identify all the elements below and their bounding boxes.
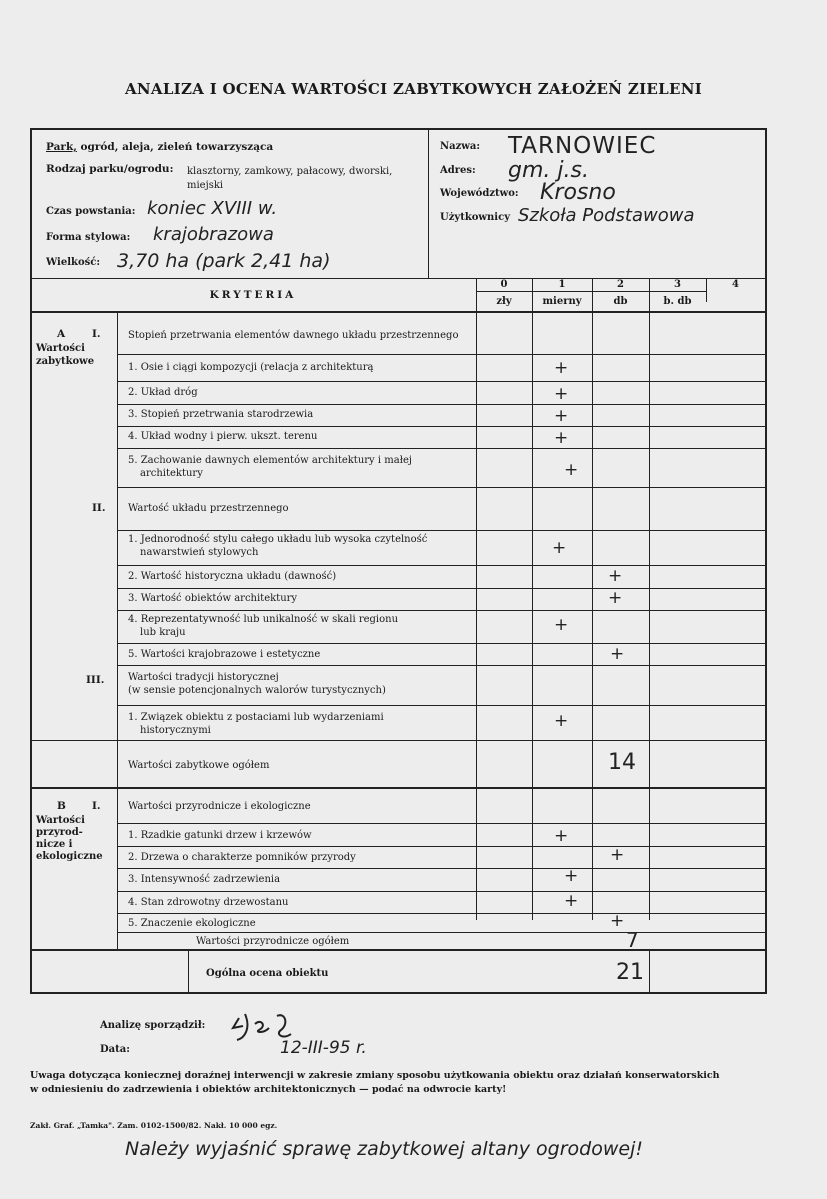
- section-a-letter: A: [57, 328, 66, 340]
- assessment-form: [30, 128, 767, 994]
- mark-b-3: +: [564, 866, 579, 886]
- printer-info: Zakł. Graf. „Tamka". Zam. 0102-1500/82. Nakł. 10 000 egz.: [30, 1121, 278, 1130]
- a2-item-1-cont: nawarstwień stylowych: [140, 547, 259, 558]
- a1-item-4: 4. Układ wodny i pierw. ukszt. terenu: [128, 431, 318, 442]
- a2-item-1: 1. Jednorodność stylu całego układu lub wysoka czytelność: [128, 534, 428, 545]
- b-total-label: Wartości przyrodnicze ogółem: [196, 936, 350, 947]
- mark-a2-4: +: [554, 615, 569, 635]
- a1-item-3: 3. Stopień przetrwania starodrzewia: [128, 409, 314, 420]
- score-4-header: 4: [732, 279, 739, 290]
- mark-a2-3: +: [608, 588, 623, 608]
- section-b-name-4: ekologiczne: [36, 851, 103, 862]
- a-group3-title-1: Wartości tradycji historycznej: [128, 672, 279, 683]
- a-group3-roman: III.: [86, 674, 105, 686]
- rodzaj-options: klasztorny, zamkowy, pałacowy, dworski,: [187, 166, 393, 177]
- score-2-name: db: [613, 296, 628, 307]
- b-item-1: 1. Rzadkie gatunki drzew i krzewów: [128, 830, 312, 841]
- a2-item-3: 3. Wartość obiektów architektury: [128, 593, 298, 604]
- adres-value: gm. j.s.: [508, 158, 589, 183]
- section-b-name-1: Wartości: [36, 815, 85, 826]
- mark-a1-4: +: [554, 428, 569, 448]
- a1-item-5: 5. Zachowanie dawnych elementów architektury i małej: [128, 455, 412, 466]
- section-b-name-2: przyrod-: [36, 827, 83, 838]
- analiza-label: Analizę sporządził:: [100, 1020, 206, 1031]
- uwaga-line-1: Uwaga dotycząca koniecznej doraźnej interwencji w zakresie zmiany sposobu użytkowania obiektu oraz działań konserwatorskich: [30, 1070, 720, 1081]
- rodzaj-options-2: miejski: [187, 180, 224, 191]
- score-3-name: b. db: [663, 296, 692, 307]
- document-title: ANALIZA I OCENA WARTOŚCI ZABYTKOWYCH ZAŁOŻEŃ ZIELENI: [124, 80, 703, 98]
- mark-b-1: +: [554, 826, 569, 846]
- a2-item-5: 5. Wartości krajobrazowe i estetyczne: [128, 649, 321, 660]
- section-a-name-1: Wartości: [36, 343, 85, 354]
- b-item-4: 4. Stan zdrowotny drzewostanu: [128, 897, 289, 908]
- wojewodztwo-label: Województwo:: [440, 188, 519, 199]
- mark-a3-1: +: [554, 711, 569, 731]
- wielkosc-label: Wielkość:: [46, 257, 101, 268]
- czas-label: Czas powstania:: [46, 206, 136, 217]
- score-0-name: zły: [496, 296, 512, 307]
- score-2-header: 2: [617, 279, 624, 290]
- adres-label: Adres:: [440, 165, 476, 176]
- overall-label: Ogólna ocena obiektu: [206, 968, 329, 979]
- section-b-letter: B: [57, 800, 66, 812]
- a-total-value: 14: [608, 750, 636, 775]
- mark-a1-5: +: [564, 460, 579, 480]
- a1-item-1: 1. Osie i ciągi kompozycji (relacja z architekturą: [128, 362, 374, 373]
- a-group2-title: Wartość układu przestrzennego: [128, 503, 289, 514]
- a1-item-2: 2. Układ dróg: [128, 387, 198, 398]
- mark-a2-1: +: [552, 538, 567, 558]
- wielkosc-value: 3,70 ha (park 2,41 ha): [117, 250, 331, 272]
- nazwa-label: Nazwa:: [440, 141, 481, 152]
- score-3-header: 3: [674, 279, 681, 290]
- b-total-value: 7: [626, 928, 639, 952]
- handwritten-note: Należy wyjaśnić sprawę zabytkowej altany ogrodowej!: [125, 1138, 643, 1160]
- a2-item-4: 4. Reprezentatywność lub unikalność w skali regionu: [128, 614, 399, 625]
- czas-value: koniec XVIII w.: [147, 198, 278, 219]
- section-b-name-3: nicze i: [36, 839, 73, 850]
- mark-a1-2: +: [554, 384, 569, 404]
- a2-item-2: 2. Wartość historyczna układu (dawność): [128, 571, 337, 582]
- a3-item-1: 1. Związek obiektu z postaciami lub wydarzeniami: [128, 712, 384, 723]
- data-value: 12-III-95 r.: [280, 1038, 367, 1058]
- nazwa-value: TARNOWIEC: [508, 133, 657, 159]
- a-group1-title: Stopień przetrwania elementów dawnego układu przestrzennego: [128, 330, 459, 341]
- uzytkownicy-value: Szkoła Podstawowa: [518, 205, 695, 226]
- score-1-name: mierny: [542, 296, 582, 307]
- uzytkownicy-label: Użytkownicy: [440, 212, 511, 223]
- wojewodztwo-value: Krosno: [540, 180, 616, 205]
- uwaga-line-2: w odniesieniu do zadrzewienia i obiektów architektonicznych — podać na odwrocie karty!: [30, 1084, 507, 1095]
- mark-b-4: +: [564, 891, 579, 911]
- a1-item-5-cont: architektury: [140, 468, 203, 479]
- mark-b-5: +: [610, 911, 625, 931]
- a-total-label: Wartości zabytkowe ogółem: [128, 760, 270, 771]
- section-a-roman: I.: [92, 328, 101, 340]
- forma-label: Forma stylowa:: [46, 232, 131, 243]
- park-type-line: Park, ogród, aleja, zieleń towarzysząca: [46, 141, 274, 153]
- section-b-roman: I.: [92, 800, 101, 812]
- data-label: Data:: [100, 1044, 130, 1055]
- mark-a2-5: +: [610, 644, 625, 664]
- mark-a1-1: +: [554, 358, 569, 378]
- score-1-header: 1: [558, 279, 566, 290]
- score-0-header: 0: [500, 279, 508, 290]
- a-group2-roman: II.: [92, 502, 106, 514]
- a3-item-1-cont: historycznymi: [140, 725, 211, 736]
- b-group-title: Wartości przyrodnicze i ekologiczne: [128, 801, 311, 812]
- a-group3-title-2: (w sensie potencjonalnych walorów turystycznych): [128, 685, 386, 696]
- overall-value: 21: [616, 960, 644, 985]
- mark-a2-2: +: [608, 566, 623, 586]
- mark-b-2: +: [610, 845, 625, 865]
- mark-a1-3: +: [554, 406, 569, 426]
- forma-value: krajobrazowa: [153, 224, 274, 245]
- b-item-5: 5. Znaczenie ekologiczne: [128, 918, 256, 929]
- b-item-3: 3. Intensywność zadrzewienia: [128, 874, 281, 885]
- a2-item-4-cont: lub kraju: [140, 627, 186, 638]
- b-item-2: 2. Drzewa o charakterze pomników przyrody: [128, 852, 356, 863]
- rodzaj-label: Rodzaj parku/ogrodu:: [46, 163, 174, 175]
- kryteria-heading: KRYTERIA: [209, 289, 297, 301]
- section-a-name-2: zabytkowe: [36, 356, 95, 367]
